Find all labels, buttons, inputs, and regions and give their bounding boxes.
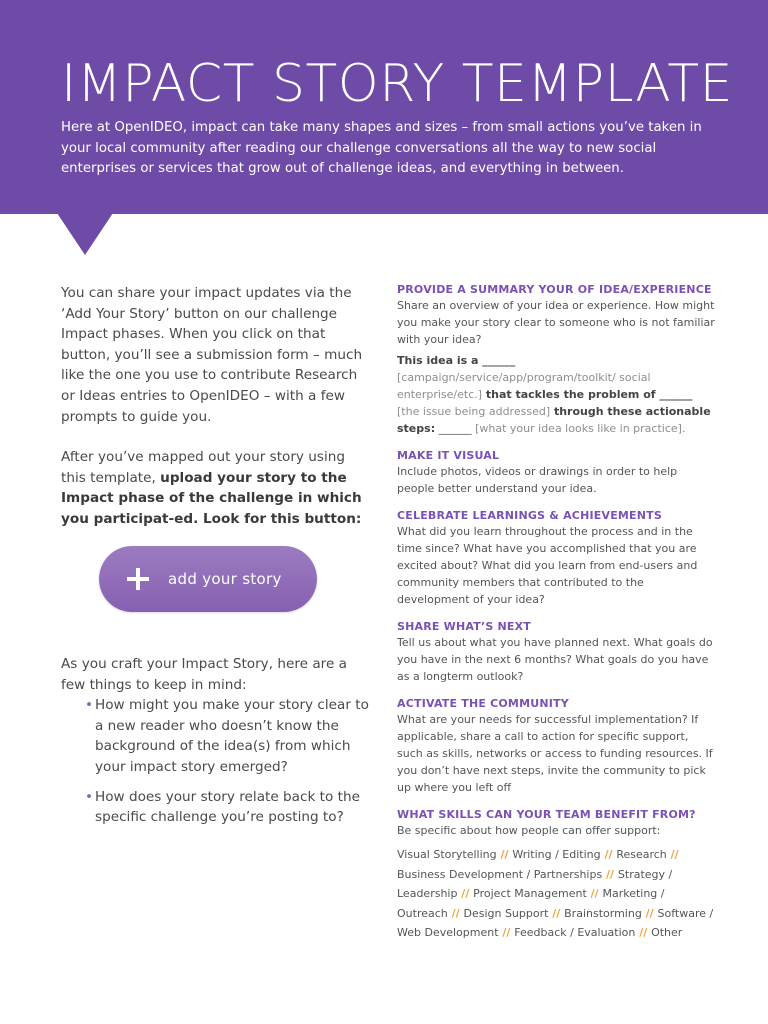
skill-item: Visual Storytelling (397, 848, 497, 861)
header-pointer (57, 213, 113, 255)
left-column (61, 283, 371, 550)
add-your-story-button[interactable] (99, 546, 317, 612)
upload-instruction: upload your story to the Impact phase of the challenge in which you participat-ed. Look for this button: (61, 469, 362, 527)
community-body: What are your needs for successful implementation? If applicable, share a call to action for specific support, such as skills, networks or access to funding resources. If you don’t have next steps, invite the community to pick up where you left off (397, 713, 713, 794)
bullet-icon: • (85, 697, 94, 714)
list-item (61, 695, 371, 777)
skill-separator: // (600, 848, 617, 861)
page-title: IMPACT STORY TEMPLATE (61, 54, 733, 114)
skill-item: Design Support (463, 906, 549, 920)
skill-separator: // (457, 887, 474, 900)
skill-item: Strategy / Leadership (397, 867, 673, 900)
header-banner (0, 0, 768, 214)
skill-separator: // (641, 906, 658, 920)
intro-paragraph: You can share your impact updates via the ‘Add Your Story’ button on our challenge Impact phases. When you click on that button, you’ll see a submission form – much like the one you use to contribute Research or Ideas entries to OpenIDEO – with a few prompts to guide you. (61, 285, 363, 425)
summary-heading: PROVIDE A SUMMARY YOUR OF IDEA/EXPERIENCE (397, 283, 712, 296)
skill-separator: // (548, 906, 565, 920)
upload-text: After you’ve mapped out your story using this template, (61, 449, 346, 486)
community-heading: ACTIVATE THE COMMUNITY (397, 697, 569, 710)
template-part: This idea is a ______ (397, 354, 516, 367)
skills-heading: WHAT SKILLS CAN YOUR TEAM BENEFIT FROM? (397, 808, 696, 821)
tip-text: How might you make your story clear to a new reader who doesn’t know the background of the idea(s) from which your impact story emerged? (95, 697, 369, 775)
skill-item: Other (651, 926, 683, 939)
right-column (397, 282, 717, 943)
skills-intro: Be specific about how people can offer support: (397, 824, 661, 837)
skill-item: Writing / Editing (512, 848, 601, 861)
skill-separator: // (498, 926, 515, 939)
skill-separator: // (586, 887, 603, 900)
visual-heading: MAKE IT VISUAL (397, 449, 500, 462)
visual-body: Include photos, videos or drawings in order to help people better understand your idea. (397, 465, 678, 495)
skill-separator: // (635, 926, 652, 939)
add-story-label: add your story (168, 570, 282, 588)
summary-body (397, 297, 717, 437)
template-part: through these actionable steps: (397, 405, 711, 435)
skill-separator: // (602, 867, 618, 881)
upload-paragraph (61, 447, 371, 529)
skill-separator: // (666, 848, 679, 861)
bullet-icon: • (85, 788, 94, 805)
summary-text: Share an overview of your idea or experience. How might you make your story clear to someone who is not familiar with your idea? (397, 299, 715, 346)
skill-item: Feedback / Evaluation (514, 926, 636, 939)
next-heading: SHARE WHAT’S NEXT (397, 620, 531, 633)
skill-item: Business Development / Partnerships (397, 867, 603, 881)
skill-item: Marketing / Outreach (397, 887, 665, 920)
list-item (61, 787, 371, 828)
next-body: Tell us about what you have planned next. What goals do you have in the next 6 months? What goals do you have as a longterm outlook? (397, 636, 713, 683)
skill-separator: // (496, 848, 513, 861)
tip-text: How does your story relate back to the specific challenge you’re posting to? (95, 788, 360, 826)
summary-template (397, 352, 717, 437)
template-part: that tackles the problem of ______ (482, 388, 693, 401)
template-part: ______ (435, 422, 476, 435)
learnings-heading: CELEBRATE LEARNINGS & ACHIEVEMENTS (397, 509, 663, 522)
tips-section (61, 654, 371, 837)
skill-item: Research (616, 848, 667, 861)
tips-list (61, 695, 371, 828)
skill-item: Software / Web Development (397, 906, 714, 939)
plus-icon (127, 568, 149, 590)
template-part: [what your idea looks like in practice]. (475, 422, 686, 435)
learnings-body: What did you learn throughout the process and in the time since? What have you accomplished that you are excited about? What did you learn from end-users and community members that contributed to the development of your idea? (397, 525, 698, 606)
template-part: [campaign/service/app/program/toolkit/ social enterprise/etc.] (397, 371, 651, 401)
skill-item: Project Management (473, 887, 587, 900)
tips-intro: As you craft your Impact Story, here are a few things to keep in mind: (61, 656, 347, 693)
skill-separator: // (447, 906, 464, 920)
skill-item: Brainstorming (564, 906, 642, 920)
skills-list (397, 845, 717, 943)
intro-text: Here at OpenIDEO, impact can take many shapes and sizes – from small actions you’ve taken in your local community after reading our challenge conversations all the way to new social enterprises or services that grow out of challenge ideas, and everything in between. (61, 120, 702, 176)
template-part: [the issue being addressed] (397, 405, 551, 418)
